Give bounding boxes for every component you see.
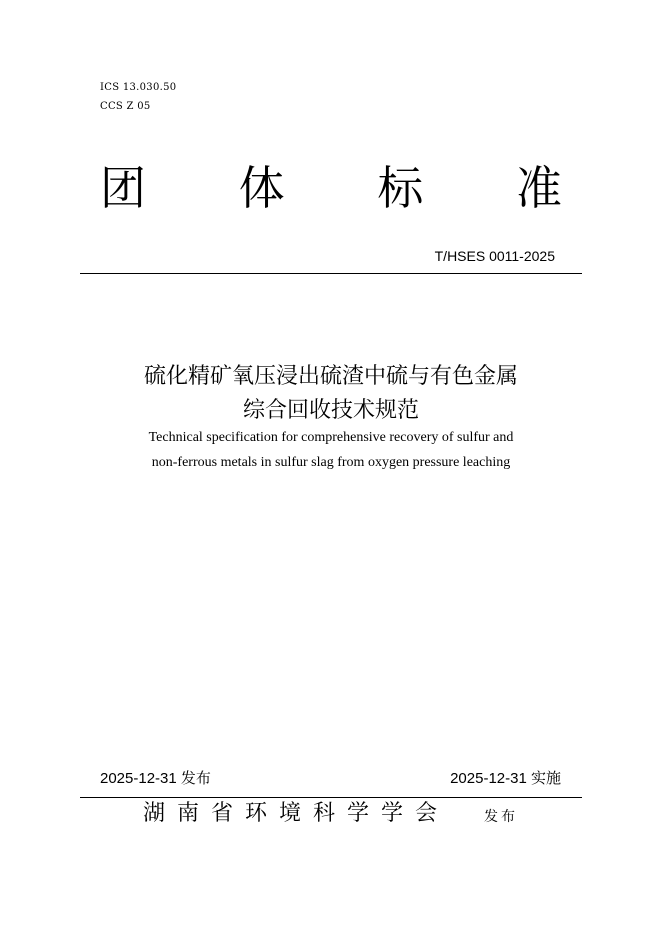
chinese-title-line-2: 综合回收技术规范 bbox=[242, 398, 419, 423]
publish-date bbox=[100, 767, 211, 788]
title-char-1: 团 bbox=[100, 161, 146, 215]
english-title-line-2: non-ferrous metals in sulfur slag from oxygen pressure leaching bbox=[151, 455, 511, 470]
implement-date bbox=[450, 767, 561, 788]
english-title-line-1: Technical specification for comprehensive recovery of sulfur and bbox=[148, 430, 514, 445]
issuing-label: 发布 bbox=[484, 809, 518, 825]
ccs-code: CCS Z 05 bbox=[100, 101, 151, 112]
issuing-organization: 湖南省环境科学学会 bbox=[143, 801, 450, 826]
publish-label: 发布 bbox=[180, 769, 211, 787]
document-type-title bbox=[100, 162, 562, 214]
title-char-3: 标 bbox=[377, 161, 424, 215]
publish-date-value: 2025-12-31 bbox=[100, 770, 177, 787]
implement-date-value: 2025-12-31 bbox=[450, 770, 527, 787]
chinese-title-line-1: 硫化精矿氧压浸出硫渣中硫与有色金属 bbox=[143, 364, 518, 389]
standard-number: T/HSES 0011-2025 bbox=[434, 248, 555, 264]
bottom-divider bbox=[80, 797, 582, 798]
implement-label: 实施 bbox=[530, 769, 561, 787]
ics-code: ICS 13.030.50 bbox=[100, 82, 177, 93]
top-divider bbox=[80, 273, 582, 274]
title-char-2: 体 bbox=[238, 161, 285, 215]
title-char-4: 准 bbox=[515, 161, 562, 215]
